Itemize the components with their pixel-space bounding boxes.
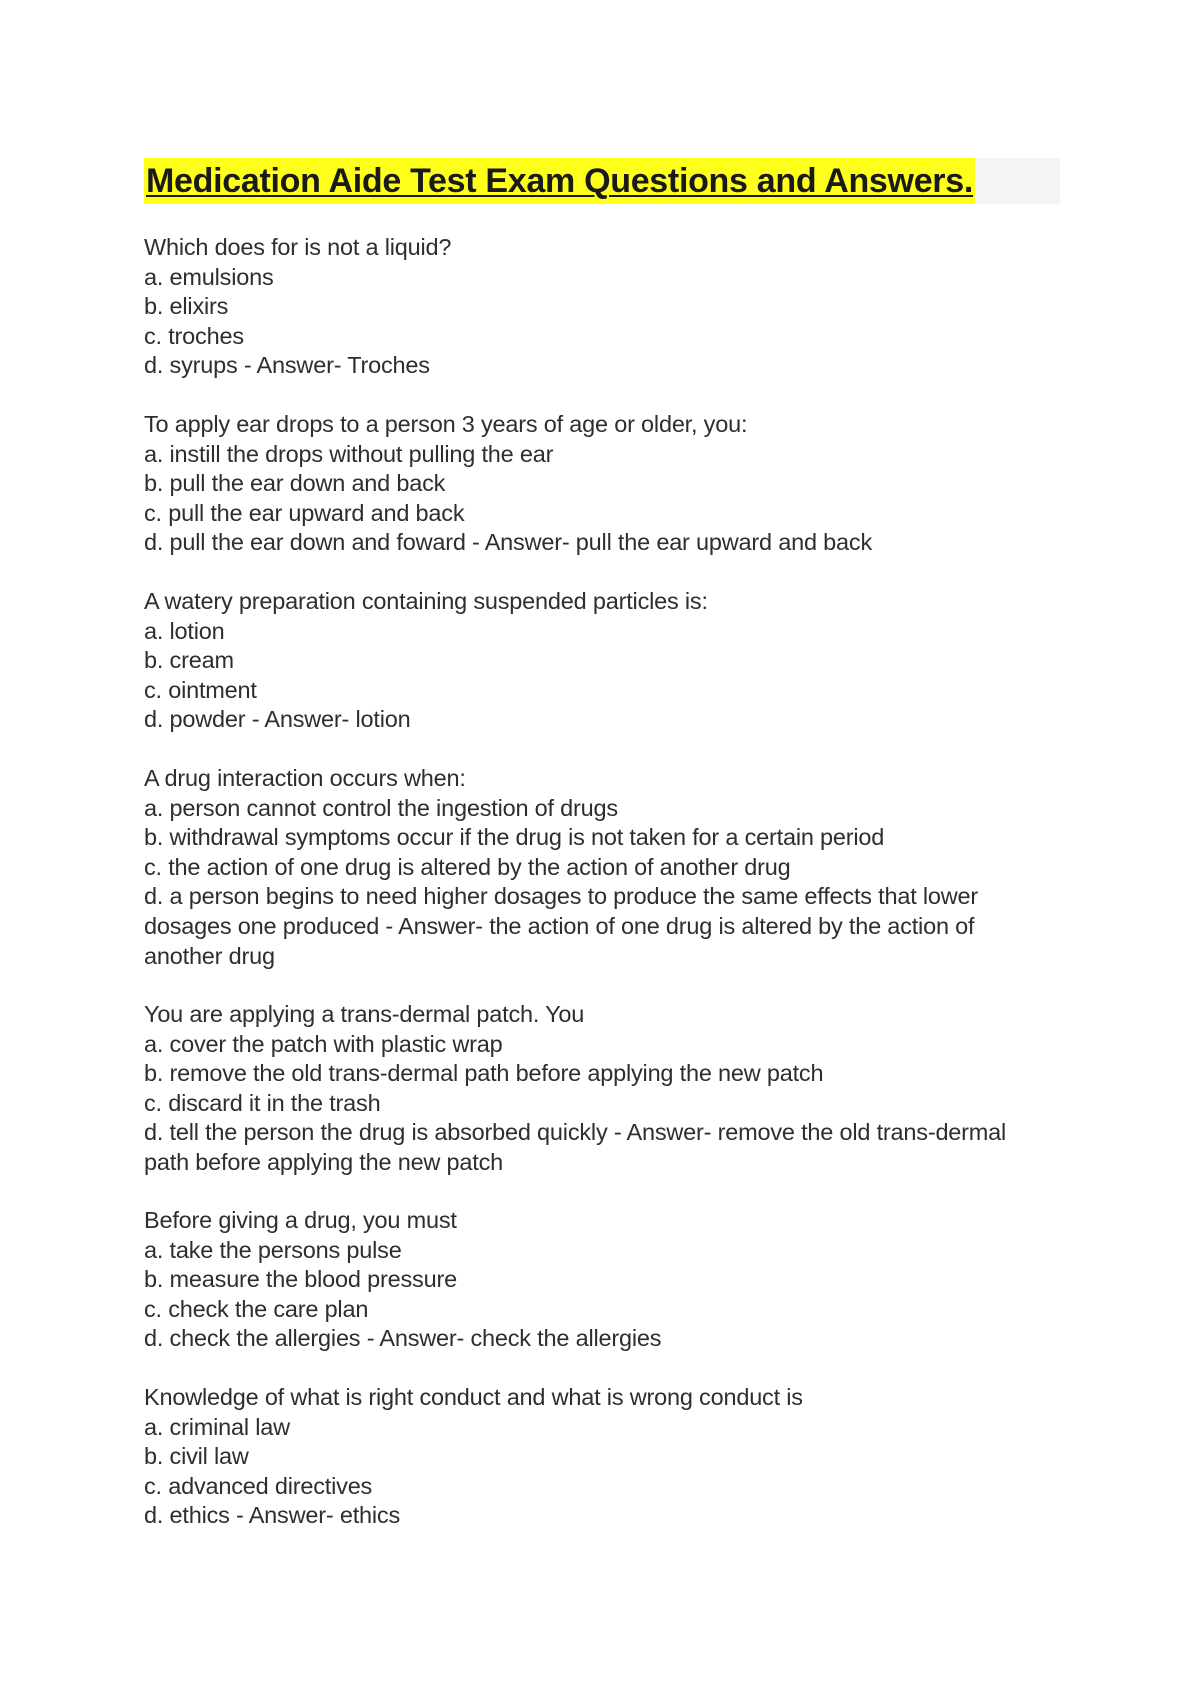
question-block xyxy=(144,1383,1044,1531)
question-stem: A watery preparation containing suspended particles is: xyxy=(144,588,708,614)
question-stem: Knowledge of what is right conduct and what is wrong conduct is xyxy=(144,1384,803,1410)
answer-option: b. civil law xyxy=(144,1443,249,1470)
answer-option: a. emulsions xyxy=(144,263,274,290)
answer-option: b. remove the old trans-dermal path before applying the new patch xyxy=(144,1060,824,1087)
question-block xyxy=(144,764,1044,971)
question-stem: Before giving a drug, you must xyxy=(144,1207,457,1233)
answer-option: a. lotion xyxy=(144,617,225,644)
title-band xyxy=(144,158,1060,204)
answer-option: b. measure the blood pressure xyxy=(144,1266,457,1293)
answer-option: a. instill the drops without pulling the ear xyxy=(144,440,554,467)
answer-option: c. pull the ear upward and back xyxy=(144,499,465,526)
answer-option: d. pull the ear down and foward - Answer- pull the ear upward and back xyxy=(144,529,872,556)
answer-option: b. pull the ear down and back xyxy=(144,470,446,497)
answer-option: a. criminal law xyxy=(144,1413,290,1440)
question-stem: A drug interaction occurs when: xyxy=(144,765,466,791)
answer-option: b. withdrawal symptoms occur if the drug is not taken for a certain period xyxy=(144,824,885,851)
question-block xyxy=(144,1206,1044,1354)
answer-option: c. ointment xyxy=(144,676,257,703)
question-block xyxy=(144,233,1044,381)
answer-option: b. elixirs xyxy=(144,293,229,320)
question-stem: You are applying a trans-dermal patch. You xyxy=(144,1001,585,1027)
page-title: Medication Aide Test Exam Questions and Answers. xyxy=(144,158,975,204)
answer-option: d. syrups - Answer- Troches xyxy=(144,352,430,379)
answer-option: c. troches xyxy=(144,322,244,349)
answer-option: c. advanced directives xyxy=(144,1472,373,1499)
answer-option: b. cream xyxy=(144,647,234,674)
answer-option: c. the action of one drug is altered by the action of another drug xyxy=(144,853,791,880)
answer-option: a. cover the patch with plastic wrap xyxy=(144,1030,503,1057)
answer-option: c. discard it in the trash xyxy=(144,1089,381,1116)
question-stem: To apply ear drops to a person 3 years of age or older, you: xyxy=(144,411,748,437)
answer-option: a. take the persons pulse xyxy=(144,1236,402,1263)
question-block xyxy=(144,410,1044,558)
answer-option: d. powder - Answer- lotion xyxy=(144,706,411,733)
answer-option: d. check the allergies - Answer- check the allergies xyxy=(144,1325,662,1352)
answer-option: c. check the care plan xyxy=(144,1295,369,1322)
question-stem: Which does for is not a liquid? xyxy=(144,234,452,260)
question-block xyxy=(144,587,1044,735)
answer-option: d. tell the person the drug is absorbed quickly - Answer- remove the old trans-dermal path before applying the new patch xyxy=(144,1119,1007,1175)
answer-option: a. person cannot control the ingestion of drugs xyxy=(144,794,618,821)
question-block xyxy=(144,1000,1044,1178)
answer-option: d. ethics - Answer- ethics xyxy=(144,1502,401,1529)
answer-option: d. a person begins to need higher dosages to produce the same effects that lower dosages one produced - Answer- the action of one drug is altered by the action of another drug xyxy=(144,883,979,969)
